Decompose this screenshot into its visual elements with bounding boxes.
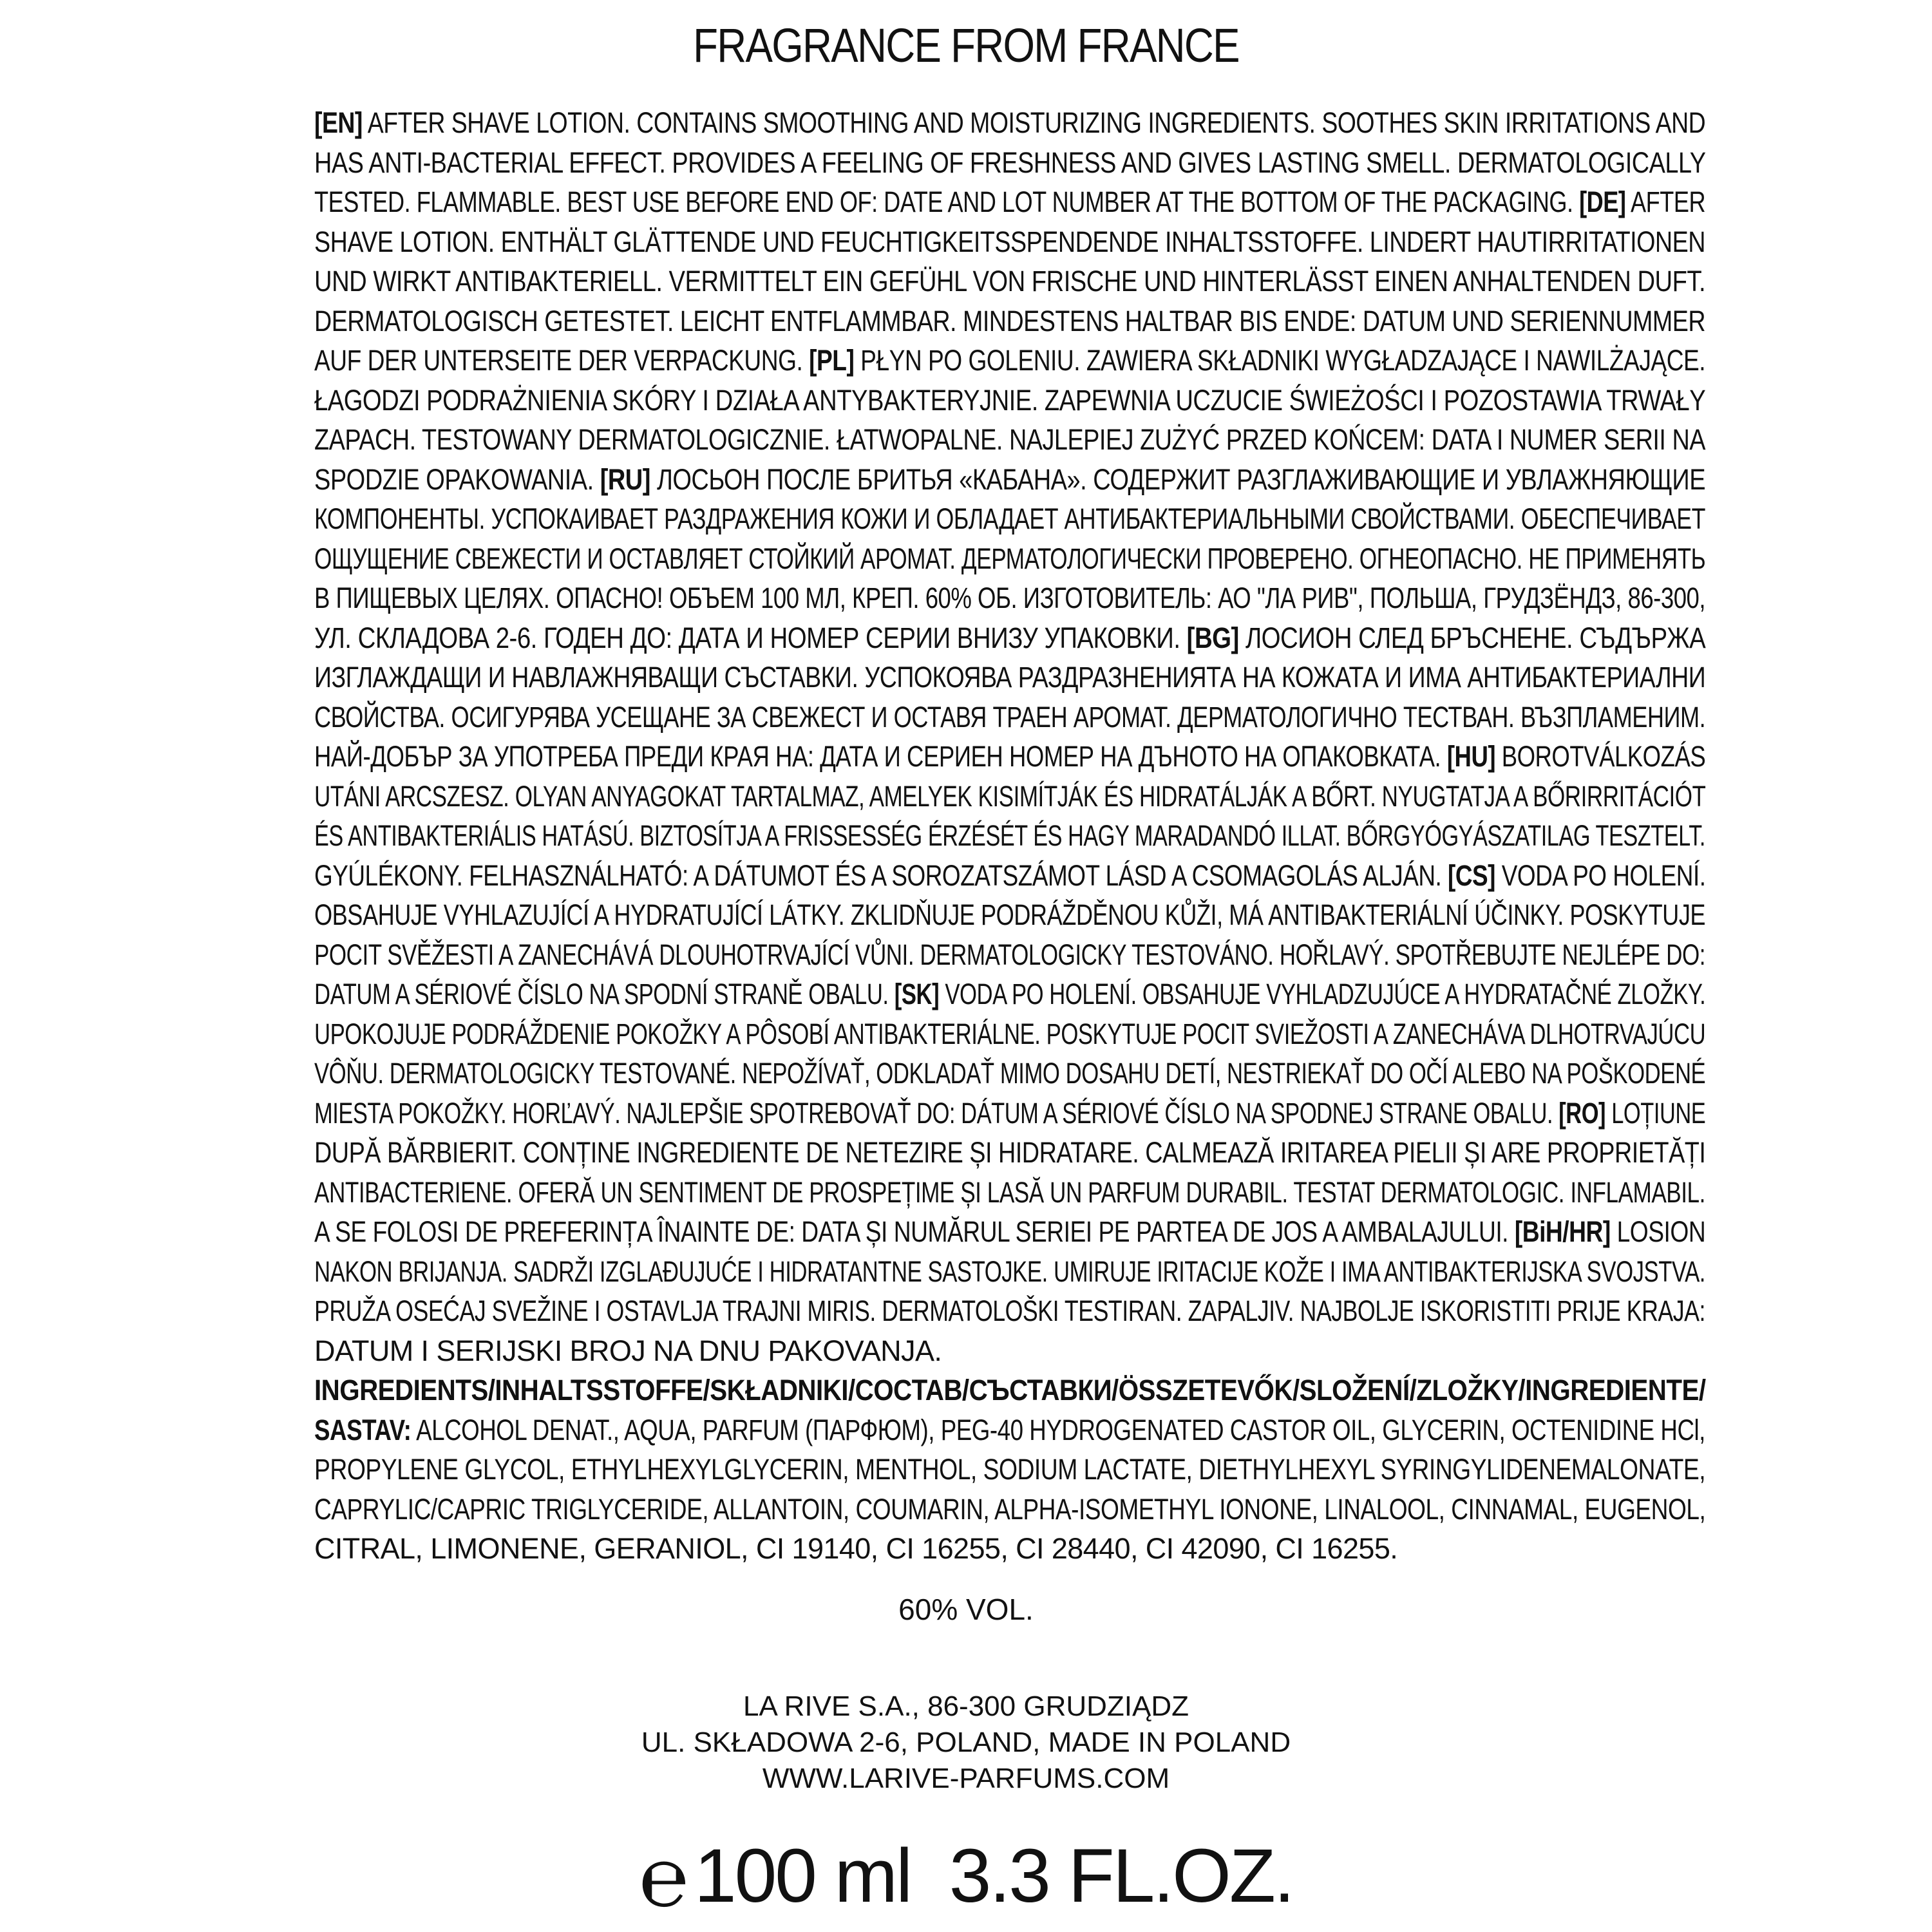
text-line bbox=[314, 420, 1705, 460]
text-segment: ALCOHOL DENAT., AQUA, PARFUM (ПАРФЮМ), PEG-40 HYDROGENATED CASTOR OIL, GLYCERIN, OCTENIDINE HCl, bbox=[411, 1413, 1705, 1446]
bold-segment: [SK] bbox=[894, 978, 940, 1010]
bold-segment: [PL] bbox=[809, 344, 855, 377]
text-line bbox=[314, 1370, 1705, 1410]
text-line bbox=[314, 1094, 1705, 1133]
text-line bbox=[314, 1212, 1705, 1252]
text-line bbox=[314, 618, 1705, 658]
bold-segment: [EN] bbox=[314, 106, 363, 139]
net-volume bbox=[0, 1830, 1932, 1926]
bold-segment: [CS] bbox=[1448, 858, 1495, 892]
text-segment: PŁYN PO GOLENIU. ZAWIERA SKŁADNIKI WYGŁADZAJĄCE I NAWILŻAJĄCE. bbox=[854, 344, 1706, 377]
estimated-sign-icon: ℮ bbox=[639, 1830, 687, 1926]
bold-segment: [HU] bbox=[1446, 740, 1496, 773]
address-line: UL. SKŁADOWA 2-6, POLAND, MADE IN POLAND bbox=[641, 1727, 1291, 1758]
text-segment: LOSION bbox=[1610, 1215, 1706, 1248]
text-line bbox=[314, 1014, 1705, 1054]
text-line bbox=[314, 856, 1705, 896]
bold-segment: INGREDIENTS/INHALTSSTOFFE/SKŁADNIKI/COCTAB/СЪСТАВКИ/ÖSSZETEVŐK/SLOŽENÍ/ZLOŽKY/INGREDIENTE/ bbox=[314, 1374, 1706, 1406]
text-segment: УЛ. СКЛАДОВА 2-6. ГОДЕН ДО: ДАТА И НОМЕР СЕРИИ ВНИЗУ УПАКОВКИ. bbox=[314, 621, 1187, 654]
volume-text: 100 ml 3.3 FL.OZ. bbox=[694, 1833, 1293, 1918]
text-segment: AFTER SHAVE LOTION. CONTAINS SMOOTHING AND MOISTURIZING INGREDIENTS. SOOTHES SKIN IRRITATIONS AND bbox=[362, 106, 1706, 139]
text-line bbox=[314, 578, 1705, 618]
text-segment: TESTED. FLAMMABLE. BEST USE BEFORE END OF: DATE AND LOT NUMBER AT THE BOTTOM OF THE PACKAGING. bbox=[314, 185, 1580, 218]
bold-segment: [BG] bbox=[1186, 621, 1239, 654]
text-segment: DERMATOLOGISCH GETESTET. LEICHT ENTFLAMMBAR. MINDESTENS HALTBAR BIS ENDE: DATUM UND SERIENNUMMER bbox=[314, 304, 1706, 337]
text-line bbox=[314, 974, 1705, 1014]
text-line bbox=[314, 103, 1705, 143]
text-line bbox=[314, 895, 1705, 935]
text-line bbox=[314, 1133, 1705, 1173]
text-segment: BOROTVÁLKOZÁS bbox=[1495, 740, 1706, 773]
page-title: FRAGRANCE FROM FRANCE bbox=[693, 19, 1239, 72]
text-segment: POCIT SVĚŽESTI A ZANECHÁVÁ DLOUHOTRVAJÍCÍ VŮNI. DERMATOLOGICKY TESTOVÁNO. HOŘLAVÝ. SPOTŘEBUJTE NEJLÉPE DO: bbox=[314, 938, 1705, 971]
text-segment: CITRAL, LIMONENE, GERANIOL, CI 19140, CI 16255, CI 28440, CI 42090, CI 16255. bbox=[314, 1532, 1398, 1565]
address-line: LA RIVE S.A., 86-300 GRUDZIĄDZ bbox=[743, 1690, 1189, 1722]
text-segment: ANTIBACTERIENE. OFERĂ UN SENTIMENT DE PROSPEȚIME ȘI LASĂ UN PARFUM DURABIL. TESTAT DERMATOLOGIC. INFLAMABIL. bbox=[314, 1175, 1705, 1209]
alcohol-volume: 60% VOL. bbox=[898, 1593, 1034, 1626]
text-segment: UTÁNI ARCSZESZ. OLYAN ANYAGOKAT TARTALMAZ, AMELYEK KISIMÍTJÁK ÉS HIDRATÁLJÁK A BŐRT. NYUGTATJA A BŐRIRRITÁCIÓT bbox=[314, 779, 1706, 813]
bold-segment: [RU] bbox=[600, 462, 650, 496]
text-line bbox=[314, 341, 1705, 381]
text-line bbox=[314, 658, 1705, 697]
text-segment: DATUM I SERIJSKI BROJ NA DNU PAKOVANJA. bbox=[314, 1334, 942, 1367]
text-line bbox=[314, 460, 1705, 500]
text-line bbox=[314, 935, 1705, 975]
text-line bbox=[314, 1490, 1705, 1530]
text-segment: AFTER bbox=[1625, 185, 1706, 218]
text-line bbox=[314, 539, 1705, 579]
text-segment: VODA PO HOLENÍ. bbox=[1495, 858, 1706, 892]
text-line bbox=[314, 1529, 1705, 1569]
multilingual-description bbox=[314, 103, 1705, 1569]
text-line bbox=[314, 1331, 1705, 1371]
text-line bbox=[314, 1291, 1705, 1331]
bold-segment: [RO] bbox=[1558, 1096, 1606, 1130]
text-segment: ÉS ANTIBAKTERIÁLIS HATÁSÚ. BIZTOSÍTJA A FRISSESSÉG ÉRZÉSÉT ÉS HAGY MARADANDÓ ILLAT. BŐRGYÓGYÁSZATILAG TESZTELT. bbox=[314, 819, 1705, 852]
text-segment: PRUŽA OSEĆAJ SVEŽINE I OSTAVLJA TRAJNI MIRIS. DERMATOLOŠKI TESTIRAN. ZAPALJIV. NAJBOLJE ISKORISTITI PRIJE KRAJA: bbox=[314, 1294, 1705, 1327]
text-segment: OBSAHUJE VYHLAZUJÍCÍ A HYDRATUJÍCÍ LÁTKY. ZKLIDŇUJE PODRÁŽDĚNOU KŮŽI, MÁ ANTIBAKTERIÁLNÍ ÚČINKY. POSKYTUJE bbox=[314, 898, 1706, 931]
text-segment: ЛОСЬОН ПОСЛЕ БРИТЬЯ «КАБАНА». СОДЕРЖИТ РАЗГЛАЖИВАЮЩИЕ И УВЛАЖНЯЮЩИЕ bbox=[650, 462, 1706, 496]
bold-segment: [BiH/HR] bbox=[1514, 1215, 1611, 1248]
text-line bbox=[314, 737, 1705, 777]
text-segment: SHAVE LOTION. ENTHÄLT GLÄTTENDE UND FEUCHTIGKEITSSPENDENDE INHALTSSTOFFE. LINDERT HAUTIRRITATIONEN bbox=[314, 225, 1705, 258]
text-segment: VÔŇU. DERMATOLOGICKY TESTOVANÉ. NEPOŽÍVAŤ, ODKLADAŤ MIMO DOSAHU DETÍ, NESTRIEKAŤ DO OČÍ ALEBO NA POŠKODENÉ bbox=[314, 1057, 1706, 1090]
text-segment: СВОЙСТВА. ОСИГУРЯВА УСЕЩАНЕ ЗА СВЕЖЕСТ И ОСТАВЯ ТРАЕН АРОМАТ. ДЕРМАТОЛОГИЧНО ТЕСТВАН. ВЪЗПЛАМЕНИМ. bbox=[314, 700, 1706, 734]
text-segment: НАЙ-ДОБЪР ЗА УПОТРЕБА ПРЕДИ КРАЯ НА: ДАТА И СЕРИЕН НОМЕР НА ДЪНОТО НА ОПАКОВКАТА. bbox=[314, 740, 1447, 773]
text-segment: GYÚLÉKONY. FELHASZNÁLHATÓ: A DÁTUMOT ÉS A SOROZATSZÁMOT LÁSD A CSOMAGOLÁS ALJÁN. bbox=[314, 858, 1448, 892]
manufacturer-address bbox=[0, 1689, 1932, 1797]
text-segment: A SE FOLOSI DE PREFERINȚA ÎNAINTE DE: DATA ȘI NUMĂRUL SERIEI PE PARTEA DE JOS A AMBALAJULUI. bbox=[314, 1215, 1515, 1248]
text-segment: AUF DER UNTERSEITE DER VERPACKUNG. bbox=[314, 344, 810, 377]
text-segment: ИЗГЛАЖДАЩИ И НАВЛАЖНЯВАЩИ СЪСТАВКИ. УСПОКОЯВА РАЗДРАЗНЕНИЯТА НА КОЖАТА И ИМА АНТИБАКТЕРИАЛНИ bbox=[314, 661, 1706, 694]
text-line bbox=[314, 301, 1705, 341]
text-segment: ZAPACH. TESTOWANY DERMATOLOGICZNIE. ŁATWOPALNE. NAJLEPIEJ ZUŻYĆ PRZED KOŃCEM: DATA I NUMER SERII NA bbox=[314, 423, 1706, 456]
text-segment: КОМПОНЕНТЫ. УСПОКАИВАЕТ РАЗДРАЖЕНИЯ КОЖИ И ОБЛАДАЕТ АНТИБАКТЕРИАЛЬНЫМИ СВОЙСТВАМИ. ОБЕСПЕЧИВАЕТ bbox=[314, 502, 1705, 535]
text-segment: ОЩУЩЕНИЕ СВЕЖЕСТИ И ОСТАВЛЯЕТ СТОЙКИЙ АРОМАТ. ДЕРМАТОЛОГИЧЕСКИ ПРОВЕРЕНО. ОГНЕОПАСНО. НЕ ПРИМЕНЯТЬ bbox=[314, 542, 1706, 575]
text-line bbox=[314, 182, 1705, 222]
text-line bbox=[314, 1054, 1705, 1094]
text-line bbox=[314, 1252, 1705, 1292]
text-segment: CAPRYLIC/CAPRIC TRIGLYCERIDE, ALLANTOIN, COUMARIN, ALPHA-ISOMETHYL IONONE, LINALOOL, CINNAMAL, EUGENOL, bbox=[314, 1492, 1706, 1526]
text-segment: SPODZIE OPAKOWANIA. bbox=[314, 462, 600, 496]
text-segment: HAS ANTI-BACTERIAL EFFECT. PROVIDES A FEELING OF FRESHNESS AND GIVES LASTING SMELL. DERMATOLOGICALLY bbox=[314, 146, 1706, 179]
text-line bbox=[314, 222, 1705, 262]
text-segment: UPOKOJUJE PODRÁŽDENIE POKOŽKY A PÔSOBÍ ANTIBAKTERIÁLNE. POSKYTUJE POCIT SVIEŽOSTI A ZANECHÁVA DLHOTRVAJÚCU bbox=[314, 1017, 1706, 1050]
text-line bbox=[314, 1450, 1705, 1490]
text-segment: DUPĂ BĂRBIERIT. CONȚINE INGREDIENTE DE NETEZIRE ȘI HIDRATARE. CALMEAZĂ IRITAREA PIELII ȘI ARE PROPRIETĂȚI bbox=[314, 1136, 1706, 1169]
text-line bbox=[314, 697, 1705, 737]
website: WWW.LARIVE-PARFUMS.COM bbox=[762, 1763, 1170, 1794]
text-segment: UND WIRKT ANTIBAKTERIELL. VERMITTELT EIN GEFÜHL VON FRISCHE UND HINTERLÄSST EINEN ANHALTENDEN DUFT. bbox=[314, 265, 1706, 298]
text-line bbox=[314, 816, 1705, 856]
text-segment: В ПИЩЕВЫХ ЦЕЛЯХ. ОПАСНО! ОБЪЕМ 100 МЛ, КРЕП. 60% ОБ. ИЗГОТОВИТЕЛЬ: АО "ЛА РИВ", ПОЛЬША, ГРУДЗЁНДЗ, 86-300, bbox=[314, 582, 1706, 614]
text-line bbox=[314, 381, 1705, 421]
text-line bbox=[314, 777, 1705, 817]
text-line bbox=[314, 261, 1705, 301]
text-segment: MIESTA POKOŽKY. HORĽAVÝ. NAJLEPŠIE SPOTREBOVAŤ DO: DÁTUM A SÉRIOVÉ ČÍSLO NA SPODNEJ STRANE OBALU. bbox=[314, 1096, 1559, 1130]
text-segment: DATUM A SÉRIOVÉ ČÍSLO NA SPODNÍ STRANĚ OBALU. bbox=[314, 978, 895, 1010]
bold-segment: SASTAV: bbox=[314, 1413, 412, 1446]
bold-segment: [DE] bbox=[1579, 185, 1626, 218]
text-segment: PROPYLENE GLYCOL, ETHYLHEXYLGLYCERIN, MENTHOL, SODIUM LACTATE, DIETHYLHEXYL SYRINGYLIDENEMALONATE, bbox=[314, 1453, 1706, 1486]
text-segment: ЛОСИОН СЛЕД БРЪСНЕНЕ. СЪДЪРЖА bbox=[1238, 621, 1706, 654]
text-segment: NAKON BRIJANJA. SADRŽI IZGLAĐUJUĆE I HIDRATANTNE SASTOJKE. UMIRUJE IRITACIJE KOŽE I IMA ANTIBAKTERIJSKA SVOJSTVA. bbox=[314, 1255, 1705, 1288]
text-line bbox=[314, 1173, 1705, 1213]
text-segment: VODA PO HOLENÍ. OBSAHUJE VYHLADZUJÚCE A HYDRATAČNÉ ZLOŽKY. bbox=[939, 978, 1706, 1010]
text-segment: LOȚIUNE bbox=[1605, 1096, 1706, 1130]
text-line bbox=[314, 499, 1705, 539]
text-segment: ŁAGODZI PODRAŻNIENIA SKÓRY I DZIAŁA ANTYBAKTERYJNIE. ZAPEWNIA UCZUCIE ŚWIEŻOŚCI I POZOSTAWIA TRWAŁY bbox=[314, 383, 1706, 417]
text-line bbox=[314, 143, 1705, 183]
text-line bbox=[314, 1410, 1705, 1450]
